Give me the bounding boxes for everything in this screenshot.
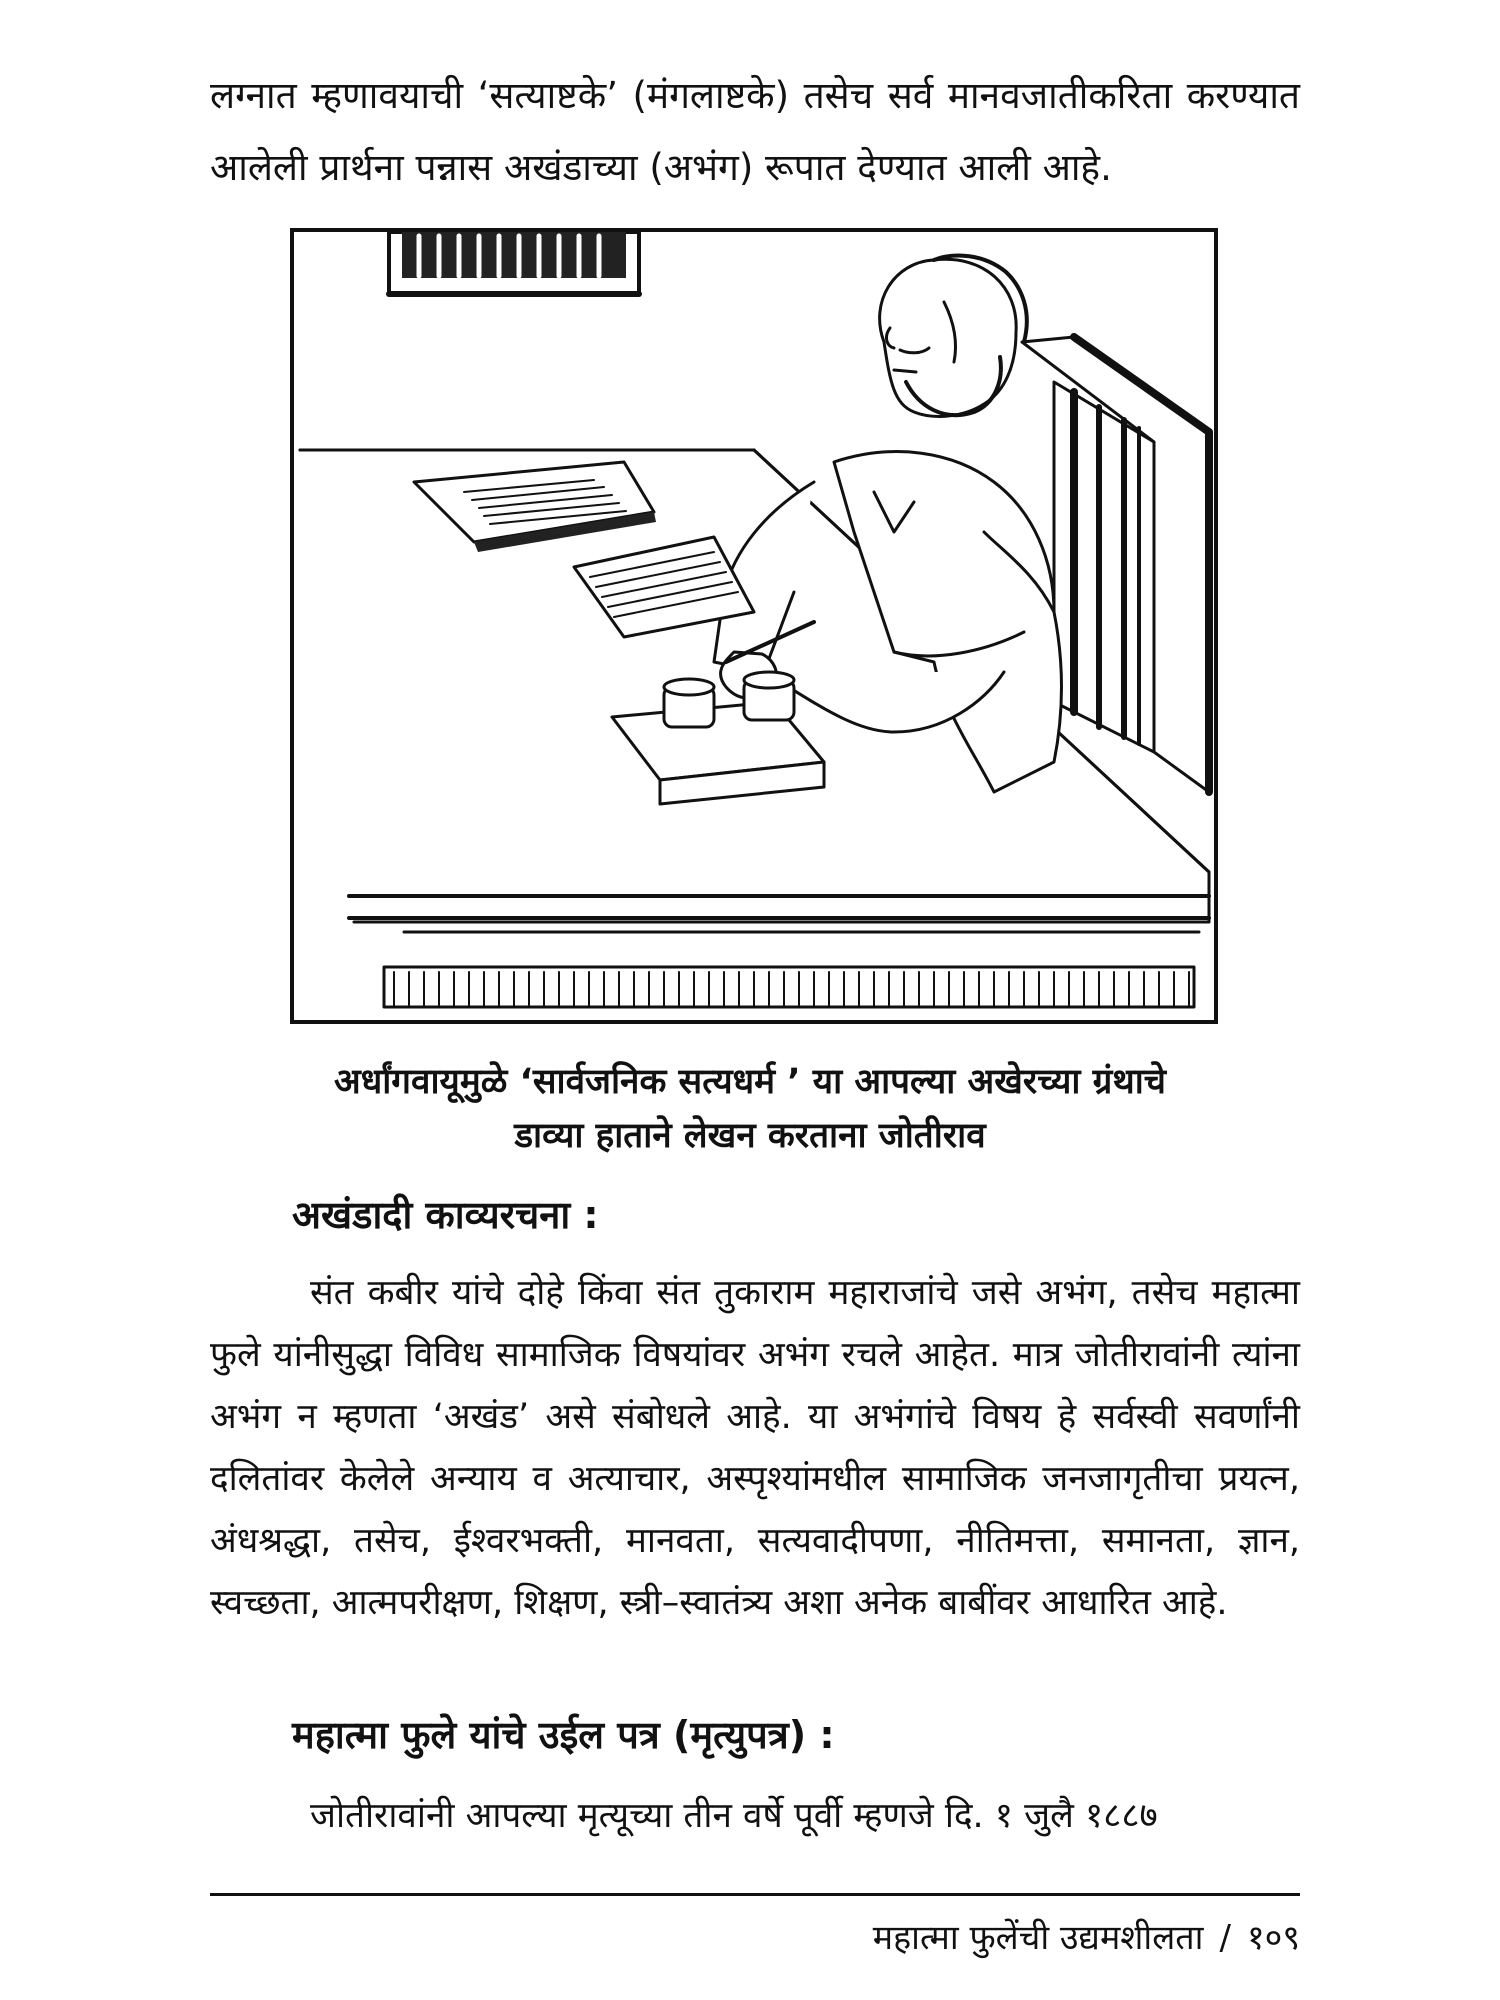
page-footer [873,1912,1300,1964]
footer-separator: / [1219,1918,1231,1958]
caption-line-2: डाव्या हाताने लेखन करताना जोतीराव [514,1116,986,1156]
footer-divider [210,1893,1300,1896]
intro-paragraph: लग्नात म्हणावयाची ‘सत्याष्टके’ (मंगलाष्टके) तसेच सर्व मानवजातीकरिता करण्यात आलेली प्रार्थना पन्नास अखंडाच्या (अभंग) रूपात देण्यात आली आहे. [210,74,1300,189]
section-heading-will: महात्मा फुले यांचे उईल पत्र (मृत्युपत्र) : [292,1713,835,1757]
footer-book-title: महात्मा फुलेंची उद्यमशीलता [872,1918,1204,1958]
section-paragraph-will: जोतीरावांनी आपल्या मृत्यूच्या तीन वर्षे पूर्वी म्हणजे दि. १ जुलै १८८७ [310,1796,1158,1836]
section-heading-akhand: अखंडादी काव्यरचना : [292,1193,599,1237]
page-number: १०९ [1246,1918,1300,1958]
illustration-caption [200,1055,1300,1163]
illustration-man-writing [290,228,1218,1024]
section-paragraph-akhand: संत कबीर यांचे दोहे किंवा संत तुकाराम महाराजांचे जसे अभंग, तसेच महात्मा फुले यांनीसुद्धा विविध सामाजिक विषयांवर अभंग रचले आहेत. मात्र जोतीरावांनी त्यांना अभंग न म्हणता ‘अखंड’ असे संबोधले आहे. या अभंगांचे विषय हे सर्वस्वी सवर्णांनी दलितांवर केलेले अन्याय व अत्याचार, अस्पृश्यांमधील सामाजिक जनजागृतीचा प्रयत्न, अंधश्रद्धा, तसेच, ईश्वरभक्ती, मानवता, सत्यवादीपणा, नीतिमत्ता, समानता, ज्ञान, स्वच्छता, आत्मपरीक्षण, शिक्षण, स्त्री–स्वातंत्र्य अशा अनेक बाबींवर आधारित आहे. [210,1273,1300,1623]
caption-line-1: अर्धांगवायूमुळे ‘सार्वजनिक सत्यधर्म ’ या आपल्या अखेरच्या ग्रंथाचे [333,1062,1167,1102]
